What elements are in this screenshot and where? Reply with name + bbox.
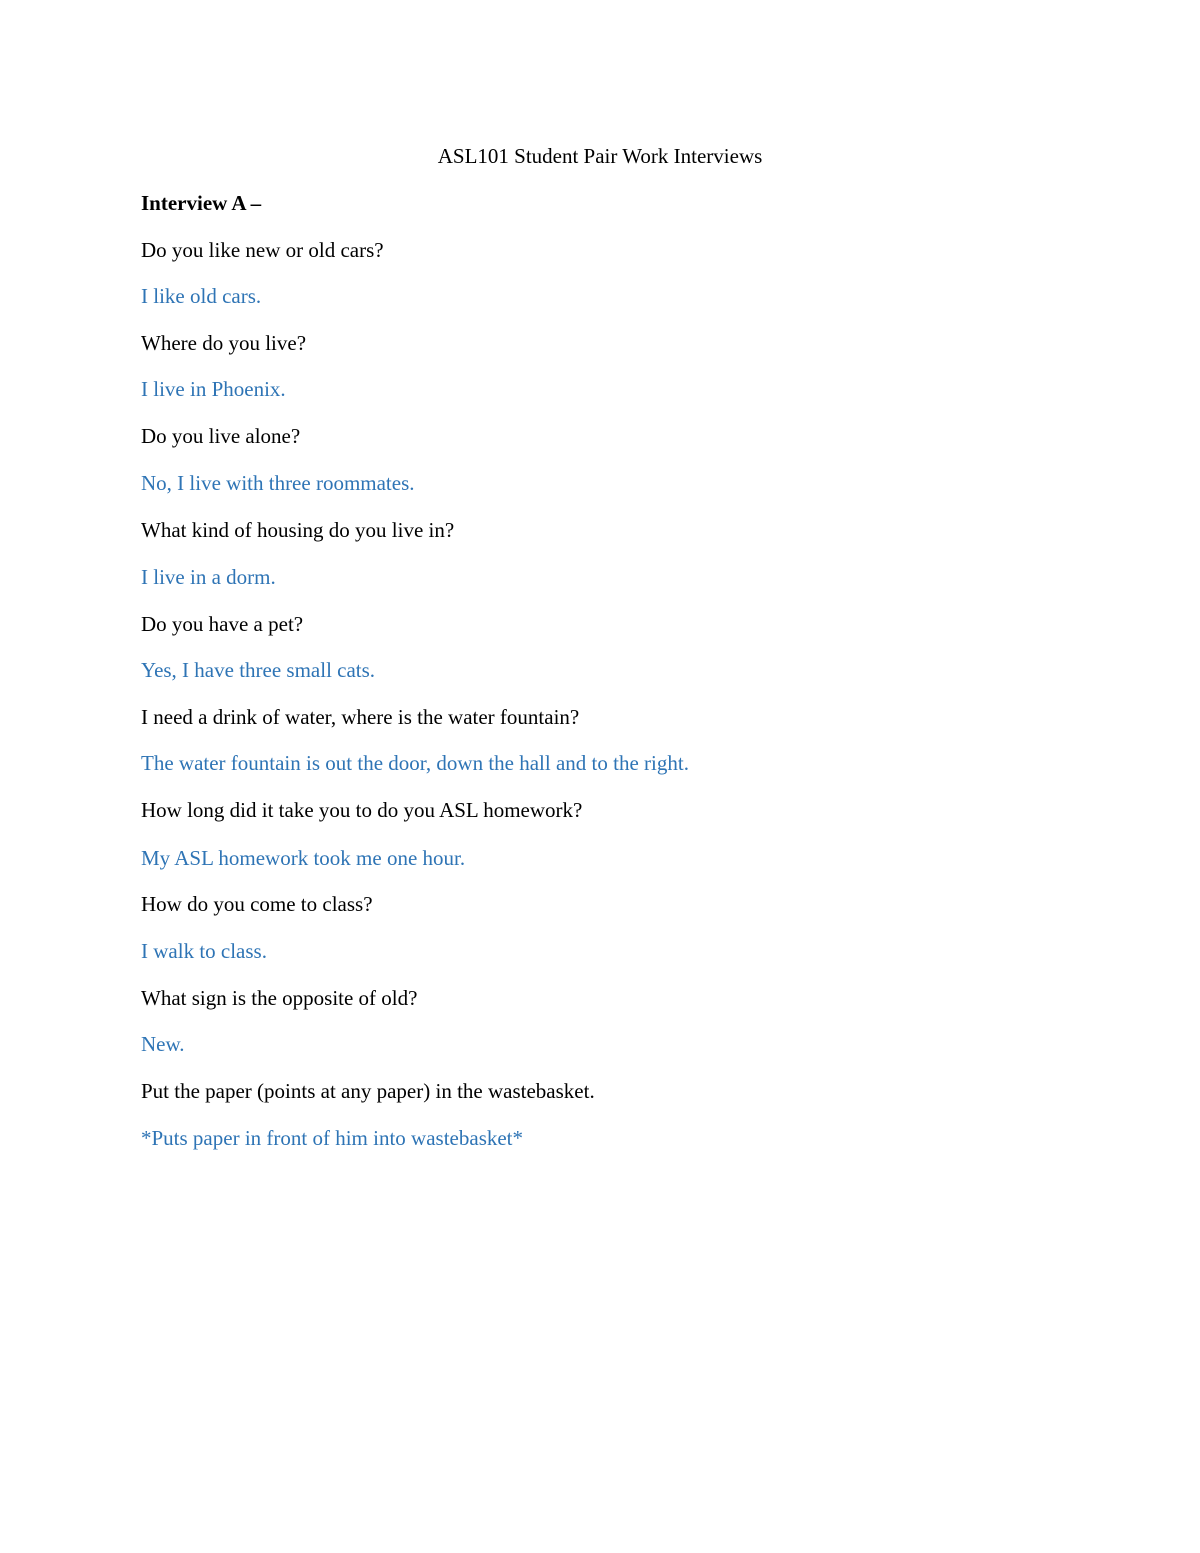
interview-answer: I live in a dorm. — [141, 565, 276, 589]
interview-answer: No, I live with three roommates. — [141, 471, 415, 495]
interview-question: Where do you live? — [141, 331, 307, 355]
interview-question: Do you live alone? — [141, 424, 301, 448]
interview-question: What sign is the opposite of old? — [141, 986, 418, 1010]
interview-answer: I live in Phoenix. — [141, 377, 286, 401]
interview-answer: *Puts paper in front of him into wastebasket* — [141, 1126, 524, 1150]
interview-question: Put the paper (points at any paper) in the wastebasket. — [141, 1079, 595, 1103]
interview-answer: The water fountain is out the door, down the hall and to the right. — [141, 751, 689, 775]
interview-question: Do you have a pet? — [141, 612, 304, 636]
interview-question: What kind of housing do you live in? — [141, 518, 455, 542]
interview-answer: I like old cars. — [141, 284, 262, 308]
section-heading-interview-a: Interview A – — [141, 191, 262, 215]
interview-answer: My ASL homework took me one hour. — [141, 846, 466, 870]
interview-answer: New. — [141, 1032, 185, 1056]
interview-answer: Yes, I have three small cats. — [141, 658, 376, 682]
interview-question: How long did it take you to do you ASL homework? — [141, 798, 583, 822]
interview-question: How do you come to class? — [141, 892, 373, 916]
interview-question: I need a drink of water, where is the water fountain? — [141, 705, 580, 729]
document-title: ASL101 Student Pair Work Interviews — [437, 144, 763, 168]
interview-answer: I walk to class. — [141, 939, 267, 963]
interview-question: Do you like new or old cars? — [141, 238, 384, 262]
